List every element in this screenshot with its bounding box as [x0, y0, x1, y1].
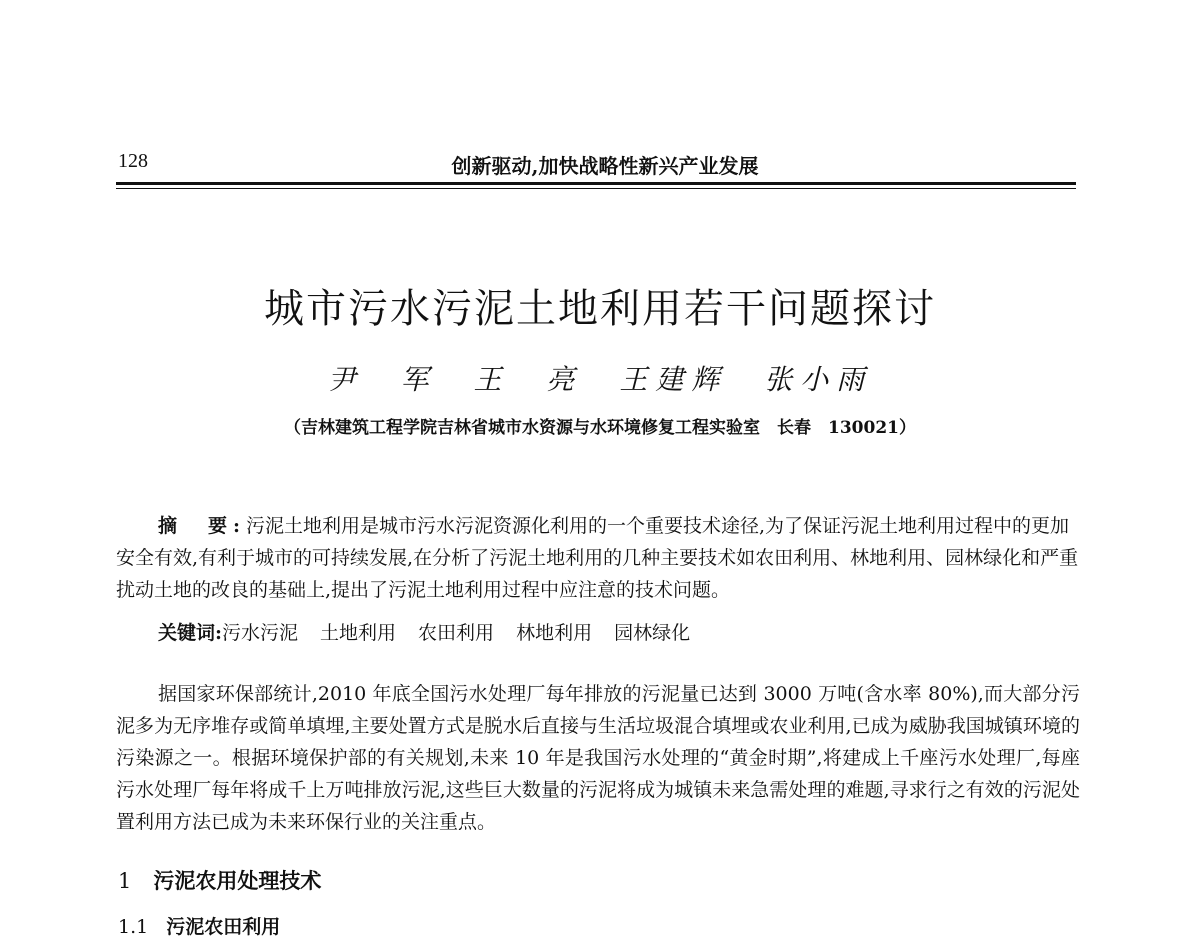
paper-title: 城市污水污泥土地利用若干问题探讨 [264, 285, 936, 332]
affiliation: （吉林建筑工程学院吉林省城市水资源与水环境修复工程实验室 长春 130021） [284, 418, 916, 438]
abstract-label: 摘 要: [158, 515, 247, 537]
subsection-heading [118, 912, 280, 939]
section-number: 1 [118, 869, 132, 893]
keyword: 园林绿化 [614, 622, 691, 644]
keyword: 污水污泥 [222, 622, 299, 644]
author-name: 王 亮 [473, 363, 583, 396]
keywords-label: 关键词: [158, 622, 223, 644]
keyword: 土地利用 [320, 622, 397, 644]
abstract [116, 510, 1080, 606]
header-rule-thin [116, 188, 1076, 189]
subsection-title: 污泥农田利用 [166, 916, 281, 938]
abstract-text: 污泥土地利用是城市污水污泥资源化利用的一个重要技术途径,为了保证污泥土地利用过程中的更加安全有效,有利于城市的可持续发展,在分析了污泥土地利用的几种主要技术如农田利用、林地利用、园林绿化和严重扰动土地的改良的基础上,提出了污泥土地利用过程中应注意的技术问题。 [116, 515, 1079, 601]
author-list [0, 358, 1200, 398]
section-title: 污泥农用处理技术 [153, 868, 322, 893]
author-name: 张小雨 [764, 363, 873, 396]
keywords [158, 617, 712, 649]
running-title [0, 150, 1200, 179]
header-rule-thick [116, 182, 1076, 185]
author-name: 王建辉 [619, 363, 728, 396]
keyword: 农田利用 [418, 622, 495, 644]
page-number: 128 [118, 150, 148, 172]
running-title-text: 创新驱动,加快战略性新兴产业发展 [451, 154, 759, 178]
subsection-number: 1.1 [118, 916, 149, 938]
keyword: 林地利用 [516, 622, 593, 644]
author-name: 尹 军 [327, 363, 437, 396]
body-paragraph: 据国家环保部统计,2010 年底全国污水处理厂每年排放的污泥量已达到 3000 万吨(含水率 80%),而大部分污泥多为无序堆存或简单填埋,主要处置方式是脱水后直接与生活垃圾混合填埋或农业利用,已成为威胁我国城镇环境的污染源之一。根据环境保护部的有关规划,未来 10 年是我国污水处理的“黄金时期”,将建成上千座污水处理厂,每座污水处理厂每年将成千上万吨排放污泥,这些巨大数量的污泥将成为城镇未来急需处理的难题,寻求行之有效的污泥处置利用方法已成为未来环保行业的关注重点。 [116, 683, 1080, 833]
section-heading [118, 865, 321, 895]
